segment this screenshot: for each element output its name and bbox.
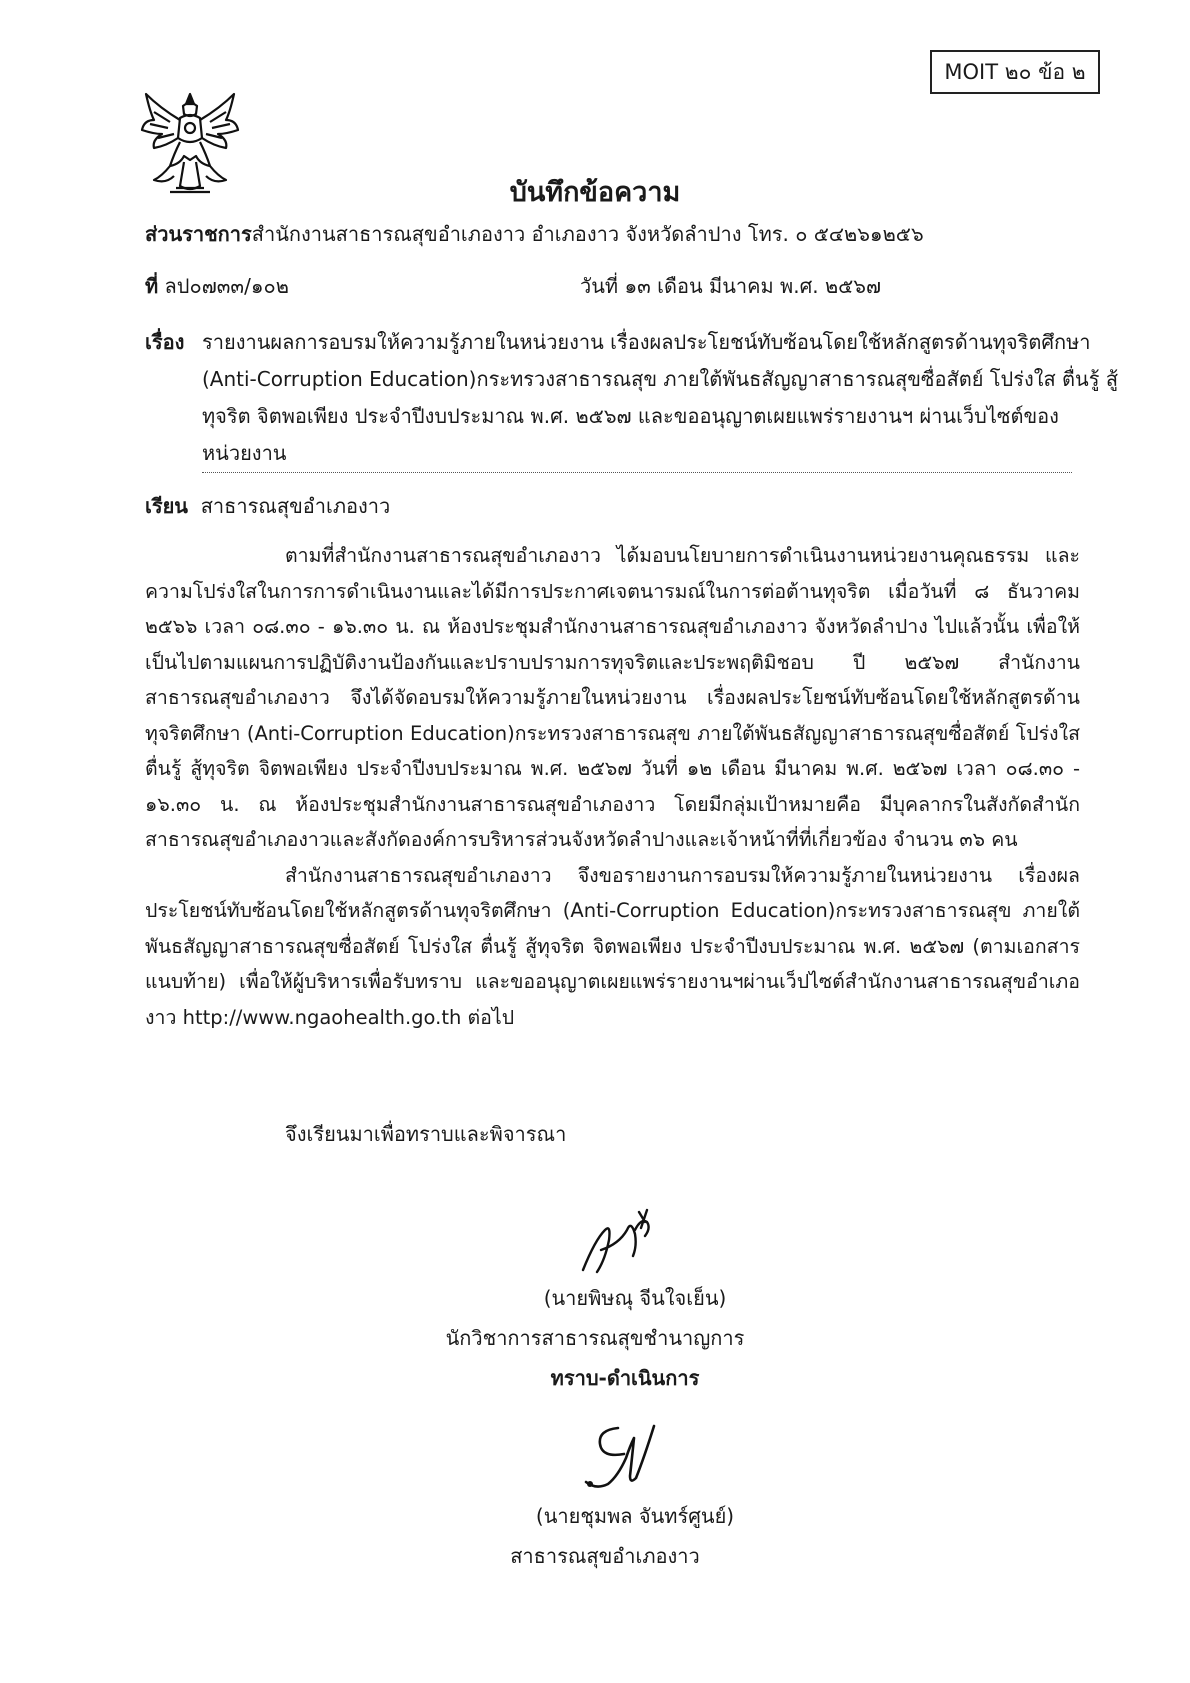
document-number-label: ที่ bbox=[145, 274, 159, 298]
salutation-value: สาธารณสุขอำเภองาว bbox=[200, 494, 391, 518]
agency-line bbox=[145, 218, 924, 250]
subject-line: (Anti-Corruption Education)กระทรวงสาธารณสุข ภายใต้พันธสัญญาสาธารณสุขซื่อสัตย์ โปร่งใส ตื่นรู้ สู้ bbox=[202, 367, 1119, 391]
document-date: วันที่ ๑๓ เดือน มีนาคม พ.ศ. ๒๕๖๗ bbox=[580, 274, 882, 298]
agency-label: ส่วนราชการ bbox=[145, 222, 252, 246]
document-number-value: ลป๐๗๓๓/๑๐๒ bbox=[164, 274, 289, 298]
signer-2-position: สาธารณสุขอำเภองาว bbox=[510, 1544, 700, 1568]
endorsement-note: ทราบ-ดำเนินการ bbox=[550, 1366, 700, 1390]
subject-line: ทุจริต จิตพอเพียง ประจำปีงบประมาณ พ.ศ. ๒๕๖๗ และขออนุญาตเผยแพร่รายงานฯ ผ่านเว็บไซต์ของ bbox=[202, 404, 1059, 428]
signer-1-name: (นายพิษณุ จีนใจเย็น) bbox=[543, 1286, 727, 1310]
body-paragraph: ตามที่สำนักงานสาธารณสุขอำเภองาว ได้มอบนโยบายการดำเนินงานหน่วยงานคุณธรรม และความโปร่งใสในการการดำเนินงานและได้มีการประกาศเจตนารมณ์ในการต่อต้านทุจริต เมื่อวันที่ ๘ ธันวาคม ๒๕๖๖ เวลา ๐๘.๓๐ - ๑๖.๓๐ น. ณ ห้องประชุมสำนักงานสาธารณสุขอำเภองาว จังหวัดลำปาง ไปแล้วนั้น เพื่อให้เป็นไปตามแผนการปฏิบัติงานป้องกันและปราบปรามการทุจริตและประพฤติมิชอบ ปี ๒๕๖๗ สำนักงานสาธารณสุขอำเภองาว จึงได้จัดอบรมให้ความรู้ภายในหน่วยงาน เรื่องผลประโยชน์ทับซ้อนโดยใช้หลักสูตรด้านทุจริตศึกษา (Anti-Corruption Education)กระทรวงสาธารณสุข ภายใต้พันธสัญญาสาธารณสุขซื่อสัตย์ โปร่งใส ตื่นรู้ สู้ทุจริต จิตพอเพียง ประจำปีงบประมาณ พ.ศ. ๒๕๖๗ วันที่ ๑๒ เดือน มีนาคม พ.ศ. ๒๕๖๗ เวลา ๐๘.๓๐ - ๑๖.๓๐ น. ณ ห้องประชุมสำนักงานสาธารณสุขอำเภองาว โดยมีกลุ่มเป้าหมายคือ มีบุคลากรในสังกัดสำนักสาธารณสุขอำเภองาวและสังกัดองค์การบริหารส่วนจังหวัดลำปางและเจ้าหน้าที่ที่เกี่ยวข้อง จำนวน ๓๖ คน bbox=[145, 544, 1080, 851]
memo-body bbox=[145, 538, 1080, 1035]
body-paragraph: สำนักงานสาธารณสุขอำเภองาว จึงขอรายงานการอบรมให้ความรู้ภายในหน่วยงาน เรื่องผลประโยชน์ทับซ้อนโดยใช้หลักสูตรด้านทุจริตศึกษา (Anti-Corruption Education)กระทรวงสาธารณสุข ภายใต้พันธสัญญาสาธารณสุขซื่อสัตย์ โปร่งใส ตื่นรู้ สู้ทุจริต จิตพอเพียง ประจำปีงบประมาณ พ.ศ. ๒๕๖๗ (ตามเอกสารแนบท้าย) เพื่อให้ผู้บริหารเพื่อรับทราบ และขออนุญาตเผยแพร่รายงานฯผ่านเว็ปไซต์สำนักงานสาธารณสุขอำเภองาว http://www.ngaohealth.go.th ต่อไป bbox=[145, 863, 1080, 1029]
signature-1-image bbox=[575, 1200, 665, 1280]
subject-label: เรื่อง bbox=[145, 330, 185, 354]
closing-line: จึงเรียนมาเพื่อทราบและพิจารณา bbox=[285, 1122, 567, 1146]
subject-line: หน่วยงาน bbox=[202, 441, 287, 465]
reference-code-box bbox=[930, 50, 1100, 94]
signer-2-name: (นายชุมพล จันทร์ศูนย์) bbox=[535, 1504, 735, 1528]
agency-value: สำนักงานสาธารณสุขอำเภองาว อำเภองาว จังหวัดลำปาง โทร. ๐ ๕๔๒๖๑๒๕๖ bbox=[251, 222, 924, 246]
subject-divider bbox=[202, 472, 1072, 473]
signer-1-position: นักวิชาการสาธารณสุขชำนาญการ bbox=[445, 1326, 745, 1350]
reference-code: MOIT ๒๐ ข้อ ๒ bbox=[944, 59, 1086, 84]
salutation-label: เรียน bbox=[145, 494, 188, 518]
subject-line: รายงานผลการอบรมให้ความรู้ภายในหน่วยงาน เรื่องผลประโยชน์ทับซ้อนโดยใช้หลักสูตรด้านทุจริตศึกษา bbox=[202, 330, 1091, 354]
memo-title: บันทึกข้อความ bbox=[509, 177, 681, 208]
document-number-line bbox=[145, 270, 289, 302]
salutation-line bbox=[145, 490, 390, 522]
signature-2-image bbox=[578, 1418, 668, 1494]
